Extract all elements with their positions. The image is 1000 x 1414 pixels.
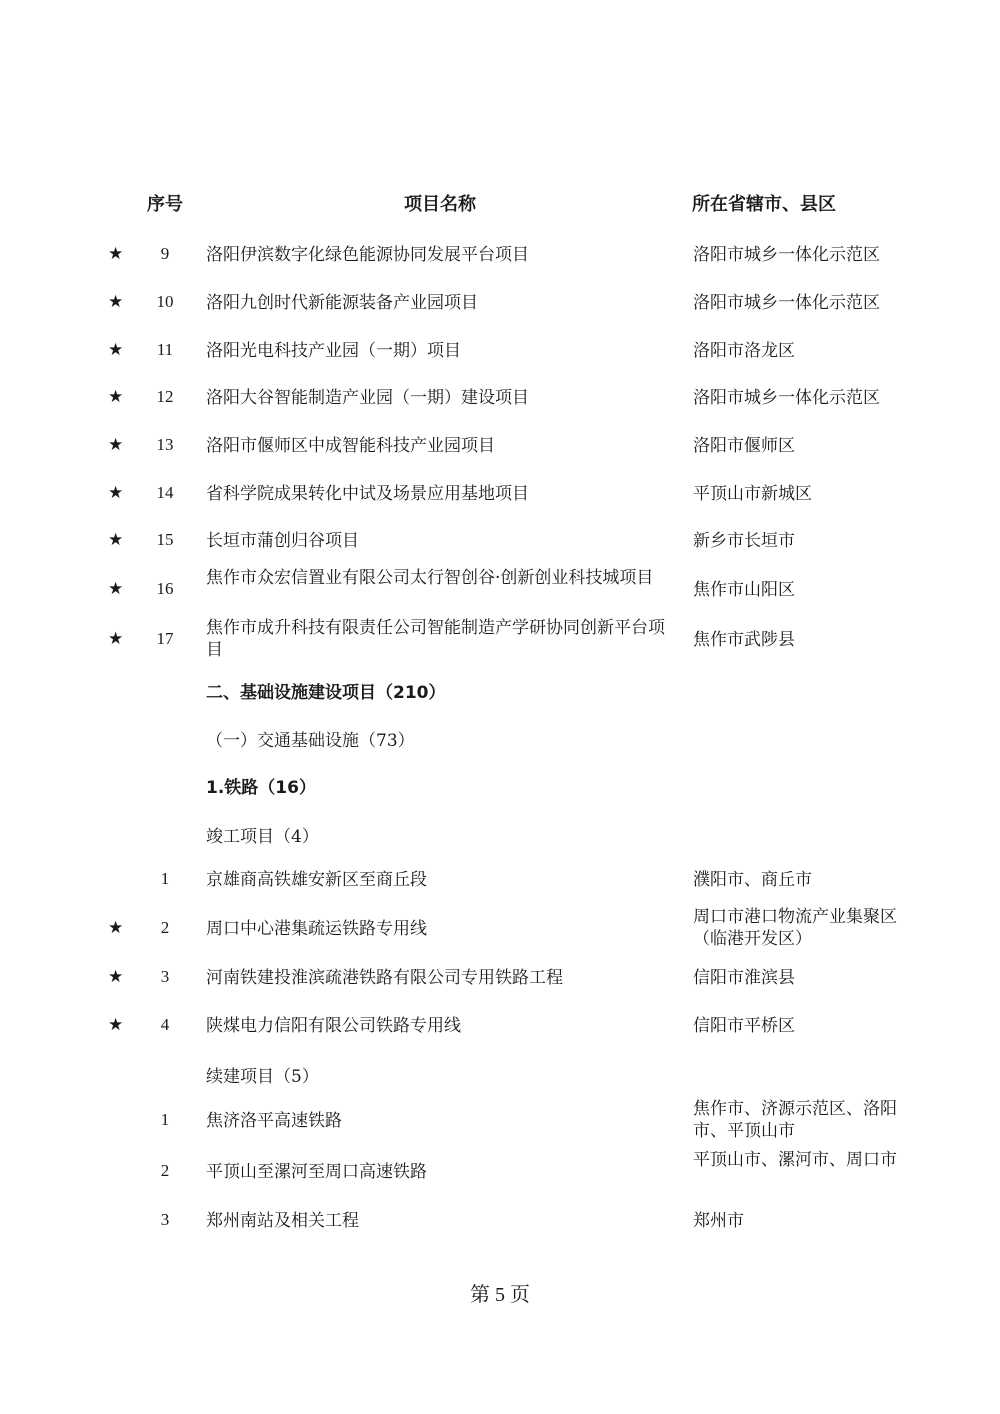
header-name: 项目名称 (404, 194, 476, 215)
project-name: 京雄商高铁雄安新区至商丘段 (206, 870, 427, 890)
project-location: 平顶山市新城区 (693, 484, 812, 504)
row-number: 2 (160, 918, 170, 937)
section-heading-continuing: 续建项目（5） (206, 1067, 319, 1087)
page-number: 第 5 页 (470, 1284, 530, 1306)
table-row (0, 967, 1000, 1007)
star-icon: ★ (108, 530, 124, 550)
star-icon: ★ (108, 244, 124, 264)
star-icon: ★ (108, 579, 124, 599)
project-location: 平顶山市、漯河市、周口市 (693, 1150, 897, 1170)
project-name: 洛阳光电科技产业园（一期）项目 (206, 341, 461, 361)
row-number: 15 (156, 530, 174, 549)
row-number: 2 (160, 1161, 170, 1180)
project-location: 洛阳市城乡一体化示范区 (693, 293, 880, 313)
project-name: 洛阳九创时代新能源装备产业园项目 (206, 293, 478, 313)
table-row (0, 435, 1000, 475)
row-number: 12 (156, 387, 174, 406)
project-location: 焦作市、济源示范区、洛阳市、平顶山市 (693, 1099, 897, 1141)
project-name: 焦作市成升科技有限责任公司智能制造产学研协同创新平台项目 (206, 618, 665, 660)
project-location: 焦作市山阳区 (693, 580, 795, 600)
table-row (0, 1149, 1000, 1189)
table-row (0, 483, 1000, 523)
project-name: 长垣市蒲创归谷项目 (206, 531, 359, 551)
project-name: 陕煤电力信阳有限公司铁路专用线 (206, 1016, 461, 1036)
project-name: 周口中心港集疏运铁路专用线 (206, 919, 427, 939)
project-location: 洛阳市洛龙区 (693, 341, 795, 361)
section-heading-railway: 1.铁路（16） (206, 778, 316, 798)
row-number: 13 (156, 435, 174, 454)
star-icon: ★ (108, 483, 124, 503)
project-location: 郑州市 (693, 1211, 744, 1231)
row-number: 11 (156, 340, 174, 359)
row-number: 9 (160, 244, 170, 263)
table-row (0, 617, 1000, 660)
star-icon: ★ (108, 340, 124, 360)
section-heading-transport: （一）交通基础设施（73） (206, 731, 415, 751)
project-name: 省科学院成果转化中试及场景应用基地项目 (206, 484, 529, 504)
project-location: 洛阳市偃师区 (693, 436, 795, 456)
row-number: 3 (160, 967, 170, 986)
table-row (0, 340, 1000, 380)
project-name: 河南铁建投淮滨疏港铁路有限公司专用铁路工程 (206, 968, 563, 988)
row-number: 17 (156, 629, 174, 648)
star-icon: ★ (108, 629, 124, 649)
star-icon: ★ (108, 918, 124, 938)
project-location: 濮阳市、商丘市 (693, 870, 812, 890)
project-location: 信阳市淮滨县 (693, 968, 795, 988)
project-location: 信阳市平桥区 (693, 1016, 795, 1036)
star-icon: ★ (108, 387, 124, 407)
table-row (0, 1210, 1000, 1250)
project-name: 平顶山至漯河至周口高速铁路 (206, 1162, 427, 1182)
row-number: 14 (156, 483, 174, 502)
star-icon: ★ (108, 292, 124, 312)
header-seq: 序号 (147, 194, 183, 215)
project-name: 焦济洛平高速铁路 (206, 1111, 342, 1131)
table-row (0, 567, 1000, 607)
project-location: 洛阳市城乡一体化示范区 (693, 245, 880, 265)
project-name: 洛阳大谷智能制造产业园（一期）建设项目 (206, 388, 529, 408)
star-icon: ★ (108, 1015, 124, 1035)
row-number: 3 (160, 1210, 170, 1229)
section-heading-completed: 竣工项目（4） (206, 827, 319, 847)
table-row (0, 292, 1000, 332)
row-number: 16 (156, 579, 174, 598)
star-icon: ★ (108, 967, 124, 987)
table-row (0, 1015, 1000, 1055)
project-location: 新乡市长垣市 (693, 531, 795, 551)
table-row (0, 387, 1000, 427)
table-row (0, 906, 1000, 949)
project-name: 郑州南站及相关工程 (206, 1211, 359, 1231)
section-heading-infrastructure: 二、基础设施建设项目（210） (206, 683, 446, 703)
table-row (0, 530, 1000, 570)
row-number: 1 (160, 1110, 170, 1129)
project-location: 焦作市武陟县 (693, 630, 795, 650)
table-row (0, 244, 1000, 284)
project-location: 洛阳市城乡一体化示范区 (693, 388, 880, 408)
project-name: 焦作市众宏信置业有限公司太行智创谷·创新创业科技城项目 (206, 568, 654, 588)
row-number: 4 (160, 1015, 170, 1034)
row-number: 10 (156, 292, 174, 311)
project-name: 洛阳伊滨数字化绿色能源协同发展平台项目 (206, 245, 529, 265)
table-row (0, 1098, 1000, 1141)
star-icon: ★ (108, 435, 124, 455)
project-name: 洛阳市偃师区中成智能科技产业园项目 (206, 436, 495, 456)
header-location: 所在省辖市、县区 (692, 194, 836, 215)
table-row (0, 869, 1000, 909)
project-location: 周口市港口物流产业集聚区（临港开发区） (693, 907, 897, 949)
row-number: 1 (160, 869, 170, 888)
